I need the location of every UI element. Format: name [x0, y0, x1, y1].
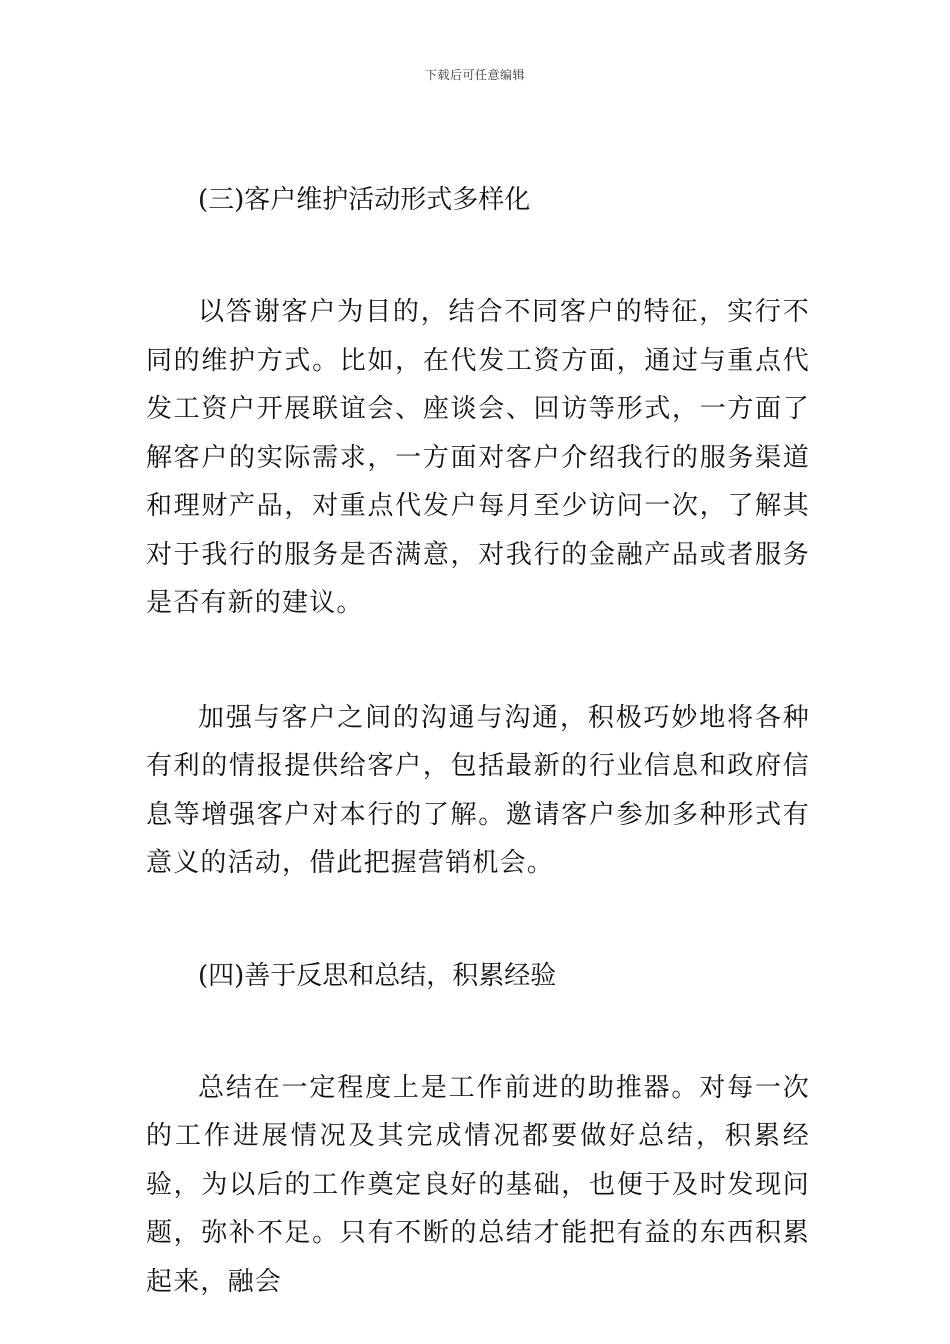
spacer [146, 998, 810, 1064]
spacer [146, 628, 810, 694]
section-heading-3: (三)客户维护活动形式多样化 [198, 185, 531, 215]
paragraph: 总结在一定程度上是工作前进的助推器。对每一次的工作进展情况及其完成情况都要做好总结，积累经验，为以后的工作奠定良好的基础，也便于及时发现问题，弥补不足。只有不断的总结才能把有益的东西积累起来，融会 [146, 1072, 810, 1297]
header-note: 下载后可任意编辑 [424, 68, 525, 82]
spacer [146, 222, 810, 288]
document-body [146, 178, 810, 1306]
spacer [146, 888, 810, 954]
paragraph: 以答谢客户为目的，结合不同客户的特征，实行不同的维护方式。比如，在代发工资方面，通过与重点代发工资户开展联谊会、座谈会、回访等形式，一方面了解客户的实际需求，一方面对客户介绍我行的服务渠道和理财产品，对重点代发户每月至少访问一次，了解其对于我行的服务是否满意，对我行的金融产品或者服务是否有新的建议。 [146, 297, 810, 618]
paragraph: 加强与客户之间的沟通与沟通，积极巧妙地将各种有利的情报提供给客户，包括最新的行业信息和政府信息等增强客户对本行的了解。邀请客户参加多种形式有意义的活动，借此把握营销机会。 [146, 702, 810, 878]
section-heading-4: (四)善于反思和总结，积累经验 [198, 960, 557, 991]
